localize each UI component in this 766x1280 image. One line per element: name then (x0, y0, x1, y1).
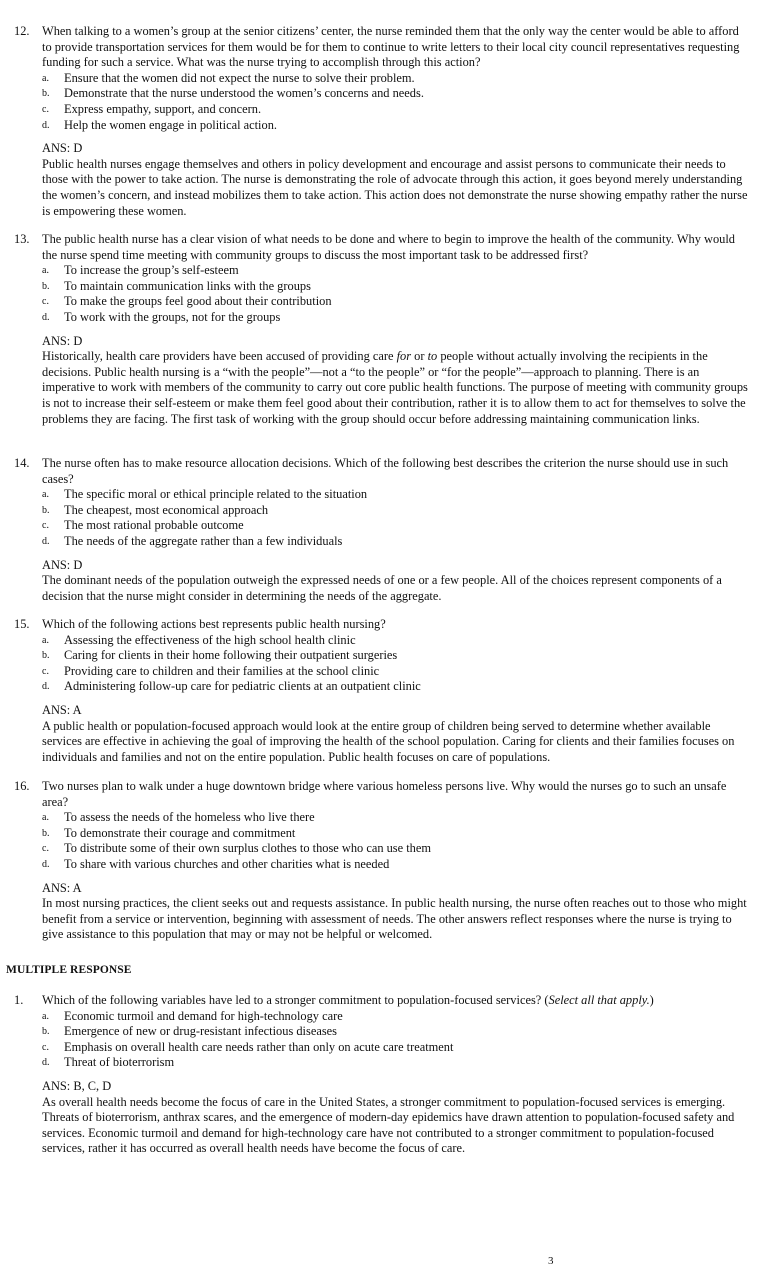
choice-c (42, 841, 750, 857)
choice-letter: b. (42, 88, 50, 100)
choice-text: Administering follow-up care for pediatric clients at an outpatient clinic (64, 679, 421, 694)
rationale: As overall health needs become the focus of care in the United States, a stronger commitment to population-focused services is emerging. Threats of bioterrorism, anthrax scares, and the emergence of modern-day epidemics have drawn attention to population-focused safety and services. Economic turmoil and demand for high-technology care have not contributed to a stronger commitment to population-focused services, rather it has occurred as overall health needs have become the focus of care. (42, 1094, 735, 1156)
choice-letter: a. (42, 634, 49, 646)
choice-d (42, 118, 750, 134)
choice-letter: d. (42, 311, 50, 323)
question-number: 14. (14, 456, 30, 470)
question-16 (14, 779, 750, 943)
choice-a (42, 263, 750, 279)
choice-letter: a. (42, 812, 49, 824)
choice-a (42, 487, 750, 503)
choice-d (42, 310, 750, 326)
question-number: 1. (14, 993, 24, 1007)
answer-key: ANS: A (42, 702, 82, 717)
answer-key: ANS: D (42, 333, 83, 348)
choice-text: To distribute some of their own surplus clothes to those who can use them (64, 841, 432, 856)
answer-key: ANS: D (42, 141, 83, 156)
rationale-italic: to (427, 349, 438, 364)
choice-letter: c. (42, 1041, 49, 1053)
question-text: When talking to a women’s group at the senior citizens’ center, the nurse reminded them that the only way the center would be able to afford to provide transportation services for them would be for them to continue to write letters to their local city council representatives requesting funding for such a service. What was the nurse trying to accomplish through this action? (42, 24, 740, 70)
choice-text: To demonstrate their courage and commitment (64, 825, 296, 840)
choice-text: To increase the group’s self-esteem (64, 263, 239, 278)
choice-a (42, 1009, 750, 1025)
choice-letter: d. (42, 535, 50, 547)
question-number: 12. (14, 24, 30, 38)
choice-list (42, 487, 750, 549)
choice-b (42, 279, 750, 295)
choice-list (42, 810, 750, 872)
choice-text: To share with various churches and other charities what is needed (64, 856, 390, 871)
choice-b (42, 86, 750, 102)
choice-c (42, 1040, 750, 1056)
choice-a (42, 810, 750, 826)
choice-letter: b. (42, 1026, 50, 1038)
mr-question-1 (14, 993, 750, 1157)
rationale (42, 349, 750, 427)
choice-letter: c. (42, 103, 49, 115)
choice-b (42, 648, 750, 664)
choice-text: Threat of bioterrorism (64, 1055, 175, 1070)
choice-letter: b. (42, 280, 50, 292)
choice-c (42, 664, 750, 680)
choice-letter: b. (42, 650, 50, 662)
choice-letter: c. (42, 665, 49, 677)
choice-d (42, 1055, 750, 1071)
choice-a (42, 71, 750, 87)
choice-letter: c. (42, 296, 49, 308)
question-text: Which of the following actions best represents public health nursing? (42, 617, 386, 631)
choice-letter: b. (42, 827, 50, 839)
choice-d (42, 679, 750, 695)
choice-text: Help the women engage in political action. (64, 117, 277, 132)
choice-b (42, 1024, 750, 1040)
question-15 (14, 617, 750, 765)
answer-key: ANS: A (42, 880, 82, 895)
question-text-italic: Select all that apply. (548, 993, 650, 1007)
page-number: 3 (548, 1255, 554, 1267)
choice-text: To work with the groups, not for the groups (64, 309, 281, 324)
choice-text: Ensure that the women did not expect the nurse to solve their problem. (64, 70, 415, 85)
choice-text: Caring for clients in their home following their outpatient surgeries (64, 648, 398, 663)
choice-letter: a. (42, 72, 49, 84)
choice-d (42, 857, 750, 873)
question-14 (14, 456, 750, 604)
choice-letter: d. (42, 681, 50, 693)
question-13 (14, 232, 750, 427)
question-text: The nurse often has to make resource allocation decisions. Which of the following best describes the criterion the nurse should use in such cases? (42, 456, 729, 486)
question-number: 16. (14, 779, 30, 793)
choice-c (42, 294, 750, 310)
choice-a (42, 633, 750, 649)
choice-text: The specific moral or ethical principle related to the situation (64, 487, 368, 502)
question-number: 15. (14, 617, 30, 631)
choice-text: Assessing the effectiveness of the high school health clinic (64, 632, 356, 647)
choice-text: The needs of the aggregate rather than a few individuals (64, 533, 343, 548)
choice-d (42, 534, 750, 550)
choice-text: The most rational probable outcome (64, 518, 244, 533)
section-heading: MULTIPLE RESPONSE (6, 964, 132, 976)
question-text-main: Which of the following variables have led to a stronger commitment to population-focused services? ( (42, 993, 549, 1007)
rationale-text: or (411, 349, 428, 364)
choice-text: Providing care to children and their families at the school clinic (64, 663, 380, 678)
choice-text: To assess the needs of the homeless who live there (64, 810, 315, 825)
rationale: Public health nurses engage themselves and others in policy development and encourage and assist persons to communicate their needs to those with the power to take action. The nurse is demonstrating the role of advocate through this action, it goes beyond merely understanding the women’s concern, and instead mobilizes them to take action. This action does not demonstrate the nurse showing empathy rather the nurse is empowering these women. (42, 156, 748, 218)
choice-b (42, 503, 750, 519)
question-text-end: ) (649, 993, 654, 1007)
question-12 (14, 24, 750, 219)
choice-text: Emphasis on overall health care needs rather than only on acute care treatment (64, 1039, 454, 1054)
question-text (42, 993, 750, 1009)
choice-text: Express empathy, support, and concern. (64, 101, 262, 116)
question-text: Two nurses plan to walk under a huge downtown bridge where various homeless persons live. Why would the nurses go to such an unsafe area? (42, 779, 727, 809)
choice-text: To maintain communication links with the groups (64, 278, 311, 293)
choice-c (42, 518, 750, 534)
choice-text: To make the groups feel good about their contribution (64, 294, 332, 309)
rationale: In most nursing practices, the client seeks out and requests assistance. In public health nursing, the nurse often reaches out to those who might benefit from a service or intervention, beginning with assessment of needs. The other answers reflect responses where the nurse is trying to give assistance to this population that may or may not be helpful or welcomed. (42, 896, 747, 942)
rationale-text: Historically, health care providers have been accused of providing care (42, 349, 397, 364)
rationale: The dominant needs of the population outweigh the expressed needs of one or a few people. All of the choices represent components of a decision that the nurse might consider in determining the needs of the aggregate. (42, 573, 722, 603)
choice-text: Emergence of new or drug-resistant infectious diseases (64, 1024, 337, 1039)
rationale-italic: for (396, 349, 412, 364)
choice-letter: c. (42, 843, 49, 855)
choice-b (42, 826, 750, 842)
choice-letter: a. (42, 489, 49, 501)
question-text: The public health nurse has a clear vision of what needs to be done and where to begin to improve the health of the community. Why would the nurse spend time meeting with community groups to discuss the most important task to be addressed first? (42, 232, 735, 262)
rationale: A public health or population-focused approach would look at the entire group of children being served to determine whether available services are effective in achieving the goal of improving the health of the school population. Caring for clients and their families focuses on individuals and families and not on the entire population. Public health focuses on care of populations. (42, 718, 735, 764)
answer-key: ANS: D (42, 557, 83, 572)
choice-letter: a. (42, 265, 49, 277)
choice-letter: c. (42, 520, 49, 532)
question-number: 13. (14, 232, 30, 246)
choice-list (42, 71, 750, 133)
choice-list (42, 1009, 750, 1071)
choice-letter: d. (42, 858, 50, 870)
choice-text: Demonstrate that the nurse understood the women’s concerns and needs. (64, 86, 424, 101)
choice-text: The cheapest, most economical approach (64, 502, 269, 517)
rationale-text: people without actually involving the recipients in the decisions. Public health nursing is a “with the people”—not a “to the people” or “for the people”—approach to planning. There is an imperative to work with members of the community to carry out core public health functions. The purpose of meeting with community groups is not to increase their self-esteem or make them feel good about their contribution, rather it is to allow them to act for themselves to solve the problems they are facing. The first task of working with the group should occur before addressing maintaining communication links. (42, 349, 748, 426)
choice-text: Economic turmoil and demand for high-technology care (64, 1008, 343, 1023)
answer-key: ANS: B, C, D (42, 1078, 112, 1093)
choice-letter: d. (42, 1057, 50, 1069)
choice-list (42, 633, 750, 695)
choice-list (42, 263, 750, 325)
choice-letter: a. (42, 1010, 49, 1022)
choice-c (42, 102, 750, 118)
choice-letter: d. (42, 119, 50, 131)
choice-letter: b. (42, 504, 50, 516)
